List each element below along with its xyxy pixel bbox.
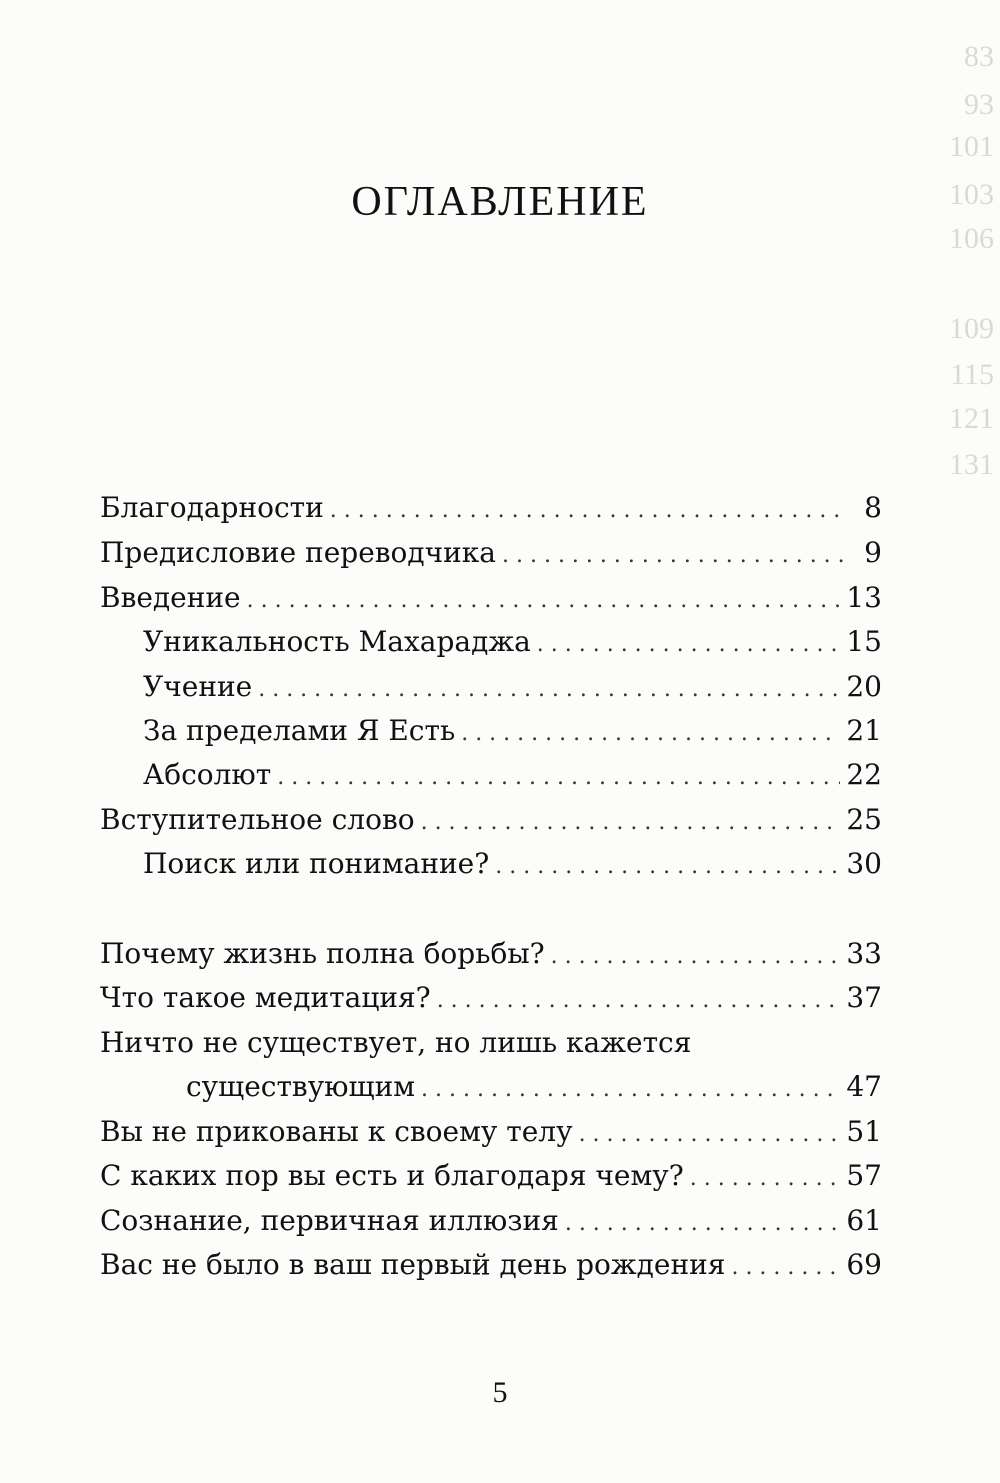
toc-entry-page: 61 [846,1204,882,1237]
page-title: ОГЛАВЛЕНИЕ [351,179,649,225]
toc-entry[interactable] [100,1203,882,1242]
toc-entry[interactable] [100,1114,882,1153]
leader-dots [330,493,846,529]
toc-entry-title: Учение [143,670,253,703]
toc-entry-page: 21 [846,714,882,747]
toc-entry[interactable] [100,580,882,619]
toc-entry-page: 30 [846,847,882,880]
toc-subentry[interactable] [143,846,882,885]
toc-entry-title: Сознание, первичная иллюзия [100,1204,559,1237]
toc-entry-title: Благодарности [100,491,324,524]
toc-entry-title: Уникальность Махараджа [143,625,531,658]
leader-dots [495,849,840,885]
toc-entry-title: Поиск или понимание? [143,847,490,880]
leader-dots [690,1161,841,1197]
toc-entry-page: 37 [846,981,882,1014]
toc-subentry[interactable] [143,713,882,752]
toc-entry-page: 15 [846,625,882,658]
toc-entry-title: Вас не было в ваш первый день рождения [100,1248,726,1281]
toc-entry-title: Вступительное слово [100,803,415,836]
leader-dots [421,805,841,841]
toc-entry-continuation[interactable] [186,1069,882,1108]
leader-dots [421,1072,840,1108]
toc-entry-title: За пределами Я Есть [143,714,456,747]
toc-entry-page: 9 [864,536,882,569]
leader-dots [551,939,841,975]
toc-subentry[interactable] [143,669,882,708]
toc-entry-page: 13 [846,581,882,614]
toc-entry-page: 51 [846,1115,882,1148]
leader-dots [437,983,841,1019]
toc-entry-title: Почему жизнь полна борьбы? [100,937,545,970]
leader-dots [579,1117,841,1153]
leader-dots [258,672,840,708]
toc-entry[interactable] [100,1247,882,1286]
toc-entry-page: 8 [864,491,882,524]
toc-entry[interactable] [100,802,882,841]
toc-entry-page: 47 [846,1070,882,1103]
leader-dots [277,760,840,796]
show-through-texture: 83 93 101 103 106 109 115 121 131 [949,40,994,481]
leader-dots [731,1250,840,1286]
toc-entry-page: 25 [846,803,882,836]
page-number: 5 [492,1376,508,1409]
toc-entry[interactable] [100,936,882,975]
toc-subentry[interactable] [143,757,882,796]
toc-entry-title: Вы не прикованы к своему телу [100,1115,573,1148]
leader-dots [565,1206,841,1242]
toc-subentry[interactable] [143,624,882,663]
toc-entry-page: 22 [846,758,882,791]
toc-entry-page: 33 [846,937,882,970]
toc-entry[interactable] [100,535,882,574]
toc-entry-title: Предисловие переводчика [100,536,496,569]
toc-entry-page: 69 [846,1248,882,1281]
toc-entry-page: 20 [846,670,882,703]
leader-dots [502,538,846,574]
toc-entry[interactable] [100,1158,882,1197]
toc-entry-title: Что такое медитация? [100,981,431,1014]
toc-entry-title: С каких пор вы есть и благодаря чему? [100,1159,684,1192]
toc-entry[interactable] [100,980,882,1019]
toc-entry[interactable] [100,490,882,529]
leader-dots [247,583,841,619]
toc-entry-page: 57 [846,1159,882,1192]
toc-entry-title: Абсолют [143,758,272,791]
leader-dots [461,716,840,752]
toc-entry-title: Введение [100,581,241,614]
leader-dots [537,627,841,663]
toc-entry-title-line1[interactable]: Ничто не существует, но лишь кажется [100,1026,692,1059]
toc-entry-title: существующим [186,1070,416,1103]
